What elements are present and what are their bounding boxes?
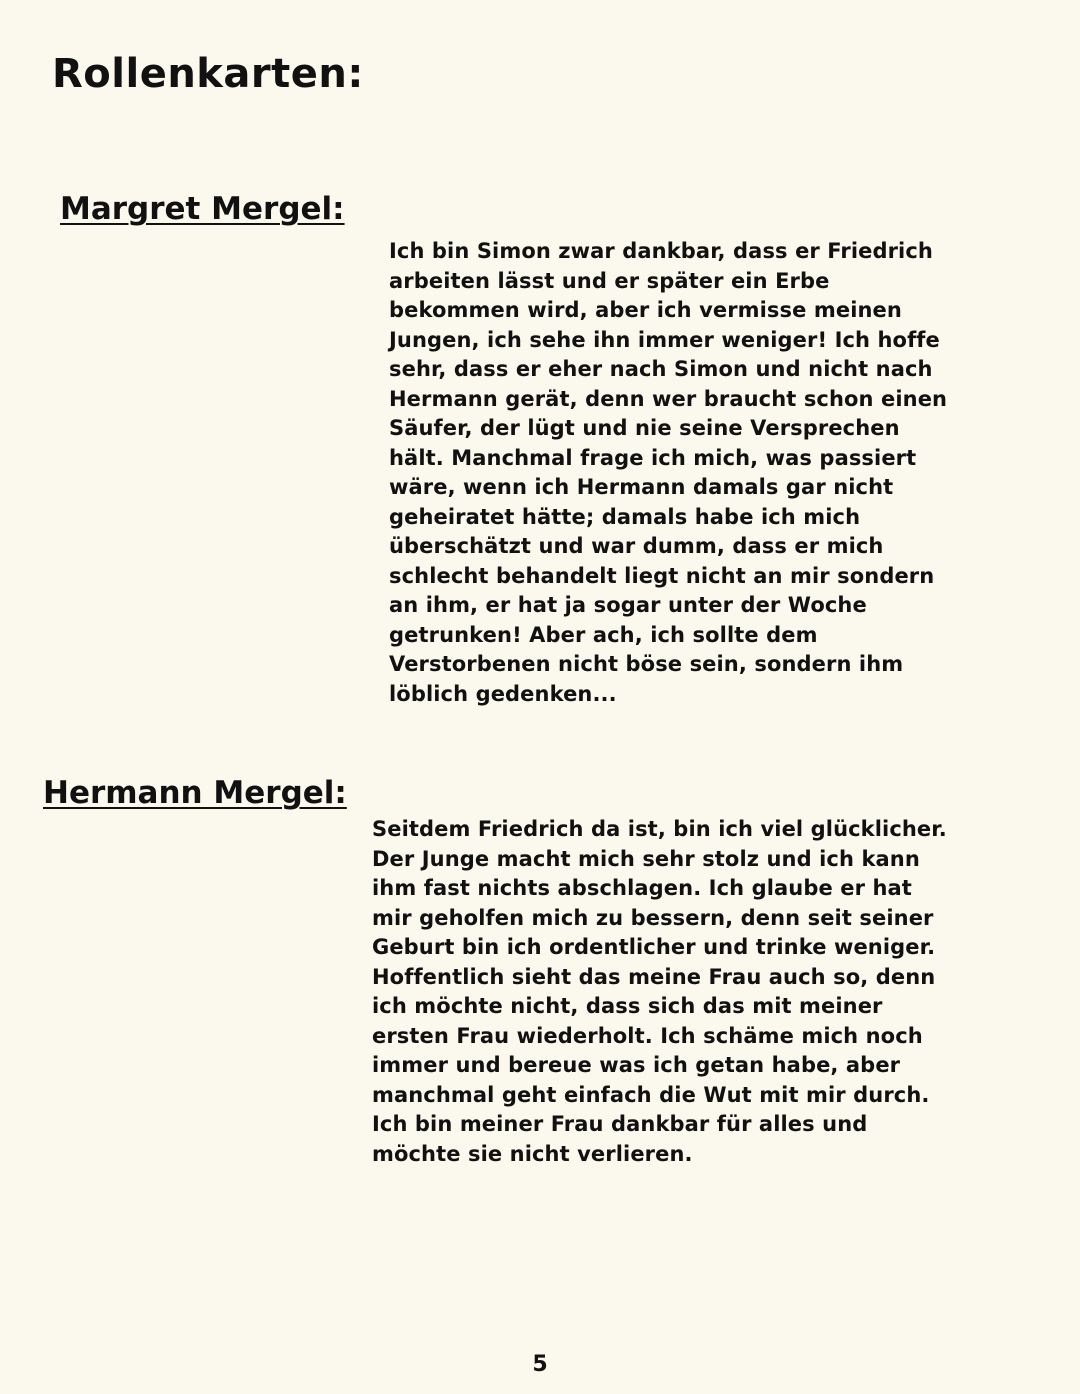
role-text-hermann: Seitdem Friedrich da ist, bin ich viel glücklicher. Der Junge macht mich sehr stolz und ich kann ihm fast nichts abschlagen. Ich glaube er hat mir geholfen mich zu bessern, denn seit seiner Geburt bin ich ordentlicher und trinke weniger. Hoffentlich sieht das meine Frau auch so, denn ich möchte nicht, dass sich das mit meiner ersten Frau wiederholt. Ich schäme mich noch immer und bereue was ich getan habe, aber manchmal geht einfach die Wut mit mir durch. Ich bin meiner Frau dankbar für alles und möchte sie nicht verlieren. (372, 817, 947, 1166)
role-name-hermann: Hermann Mergel: (43, 775, 347, 811)
page-title: Rollenkarten: (52, 51, 364, 97)
role-name-margret: Margret Mergel: (60, 191, 345, 227)
page-number: 5 (532, 1352, 548, 1377)
role-text-margret: Ich bin Simon zwar dankbar, dass er Friedrich arbeiten lässt und er später ein Erbe bekommen wird, aber ich vermisse meinen Jungen, ich sehe ihn immer weniger! Ich hoffe sehr, dass er eher nach Simon und nicht nach Hermann gerät, denn wer braucht schon einen Säufer, der lügt und nie seine Versprechen hält. Manchmal frage ich mich, was passiert wäre, wenn ich Hermann damals gar nicht geheiratet hätte; damals habe ich mich überschätzt und war dumm, dass er mich schlecht behandelt liegt nicht an mir sondern an ihm, er hat ja sogar unter der Woche getrunken! Aber ach, ich sollte dem Verstorbenen nicht böse sein, sondern ihm löblich gedenken... (389, 239, 948, 706)
